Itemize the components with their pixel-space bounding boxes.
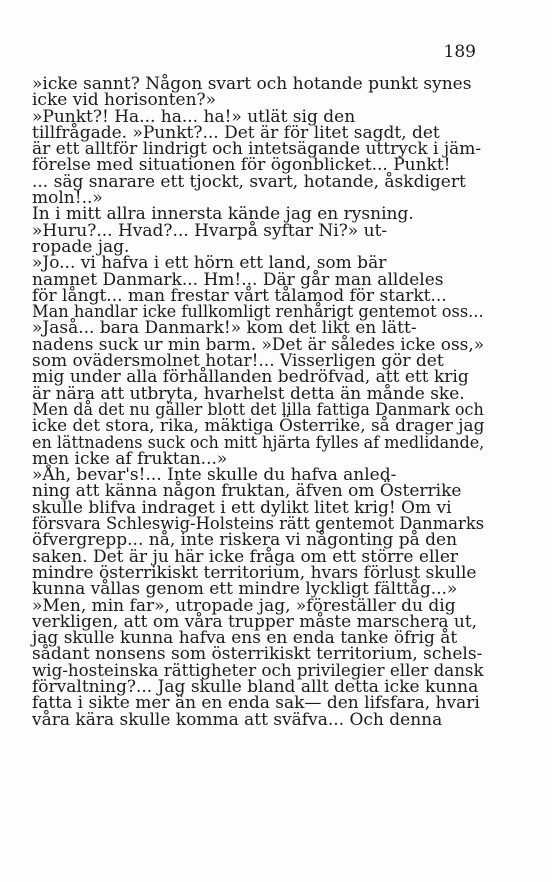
text-line: försvara Schleswig-Holsteins rätt gentemot Danmarks bbox=[32, 514, 485, 535]
text-line: ... säg snarare ett tjockt, svart, hotande, åskdigert bbox=[32, 171, 466, 192]
text-line: förvaltning?... Jag skulle bland allt detta icke kunna bbox=[32, 676, 479, 697]
text-line: är nära att utbryta, hvarhelst detta än månde ske. bbox=[32, 383, 465, 404]
text-line: skulle blifva indraget i ett dylikt litet krig! Om vi bbox=[32, 497, 452, 518]
text-line: wig-hosteinska rättigheter och privilegier eller dansk bbox=[32, 660, 484, 681]
text-line: jag skulle kunna hafva ens en enda tanke öfrig åt bbox=[32, 628, 458, 649]
text-line: nadens suck ur min barm. »Det är således icke oss,» bbox=[32, 334, 485, 355]
text-line: för långt... man frestar vårt tålamod för starkt... bbox=[32, 285, 447, 306]
text-line: sådant nonsens som österrikiskt territorium, schels- bbox=[32, 644, 483, 665]
text-line: ropade jag. bbox=[32, 236, 130, 257]
text-line: In i mitt allra innersta kände jag en rysning. bbox=[32, 204, 414, 225]
text-line: icke vid horisonten?» bbox=[32, 90, 217, 111]
text-line: Man handlar icke fullkomligt renhårigt gentemot oss... bbox=[32, 302, 484, 323]
text-line: fatta i sikte mer än en enda sak— den lifsfara, hvari bbox=[32, 693, 480, 714]
text-line: tillfrågade. »Punkt?... Det är för litet sagdt, det bbox=[32, 122, 440, 143]
text-line: verkligen, att om våra trupper måste marschera ut, bbox=[32, 611, 478, 632]
text-line: öfvergrepp... nå, inte riskera vi någonting på den bbox=[32, 530, 458, 551]
text-line: är ett alltför lindrigt och intetsägande uttryck i jäm- bbox=[32, 139, 482, 160]
text-line: våra kära skulle komma att sväfva... Och denna bbox=[32, 709, 443, 730]
text-line: ning att känna någon fruktan, äfven om Österrike bbox=[32, 481, 462, 502]
page-number: 189 bbox=[443, 42, 476, 62]
text-line: »icke sannt? Någon svart och hotande punkt synes bbox=[32, 74, 472, 94]
text-line: Men då det nu gäller blott det lilla fattiga Danmark och bbox=[32, 399, 484, 420]
text-line: »Jaså... bara Danmark!» kom det likt en lätt- bbox=[32, 318, 417, 339]
text-line: moln!..» bbox=[32, 188, 103, 209]
text-line: en lättnadens suck och mitt hjärta fylles af medlidande, bbox=[32, 432, 485, 453]
text-line: »Punkt?! Ha... ha... ha!» utlät sig den bbox=[32, 106, 356, 127]
text-line: kunna vållas genom ett mindre lyckligt fälttåg...» bbox=[32, 579, 458, 600]
text-line: »Huru?... Hvad?... Hvarpå syftar Ni?» ut- bbox=[32, 220, 388, 241]
text-line: men icke af fruktan...» bbox=[32, 448, 228, 469]
text-line: icke det stora, rika, mäktiga Österrike, så drager jag bbox=[32, 416, 485, 437]
text-line: »Men, min far», utropade jag, »föreställer du dig bbox=[32, 595, 456, 616]
text-line: »Åh, bevar's!... Inte skulle du hafva anled- bbox=[32, 465, 397, 486]
text-line: förelse med situationen för ögonblicket... Punkt! bbox=[32, 155, 451, 176]
text-line: som ovädersmolnet hotar!... Visserligen gör det bbox=[32, 351, 444, 372]
text-line: namnet Danmark... Hm!... Där går man alldeles bbox=[32, 269, 444, 290]
text-line: mig under alla förhållanden bedröfvad, att ett krig bbox=[32, 367, 469, 388]
body-text bbox=[32, 76, 484, 728]
text-line: saken. Det är ju här icke fråga om ett större eller bbox=[32, 546, 459, 567]
text-line: »Jo... vi hafva i ett hörn ett land, som bär bbox=[32, 253, 387, 274]
text-line: mindre österrikiskt territorium, hvars förlust skulle bbox=[32, 562, 477, 583]
